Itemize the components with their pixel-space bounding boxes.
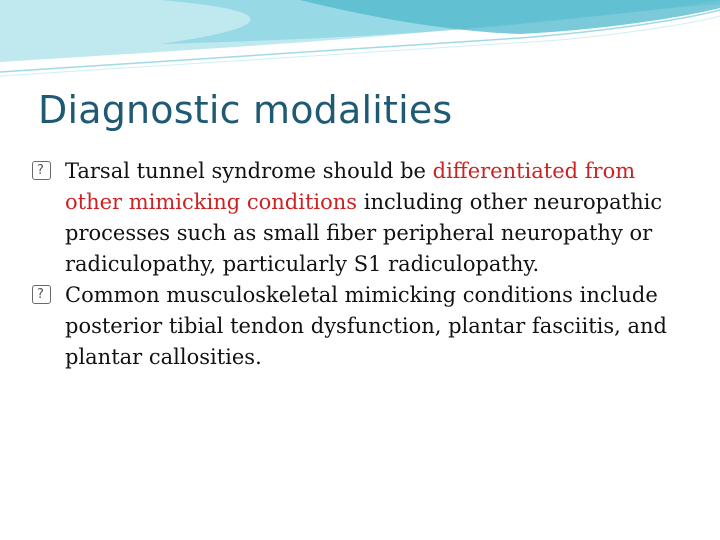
placeholder-box-icon <box>32 161 51 180</box>
bullet-item-2 <box>30 280 690 373</box>
slide-title: Diagnostic modalities <box>38 88 453 132</box>
bullet-1-text-rest: including other neuropathic processes such as small fiber peripheral neuropathy or radiculopathy, particularly S1 radiculopathy. <box>65 190 663 276</box>
bullet-1-text: Tarsal tunnel syndrome should be <box>65 159 433 183</box>
slide-body <box>30 156 690 373</box>
bullet-1-highlight: differentiated from other mimicking conditions <box>65 159 636 214</box>
placeholder-box-icon <box>32 285 51 304</box>
bullet-2-text: Common musculoskeletal mimicking conditions include posterior tibial tendon dysfunction, plantar fasciitis, and plantar callosities. <box>65 283 667 369</box>
bullet-item-1 <box>30 156 690 280</box>
header-wave-decoration <box>0 0 720 80</box>
